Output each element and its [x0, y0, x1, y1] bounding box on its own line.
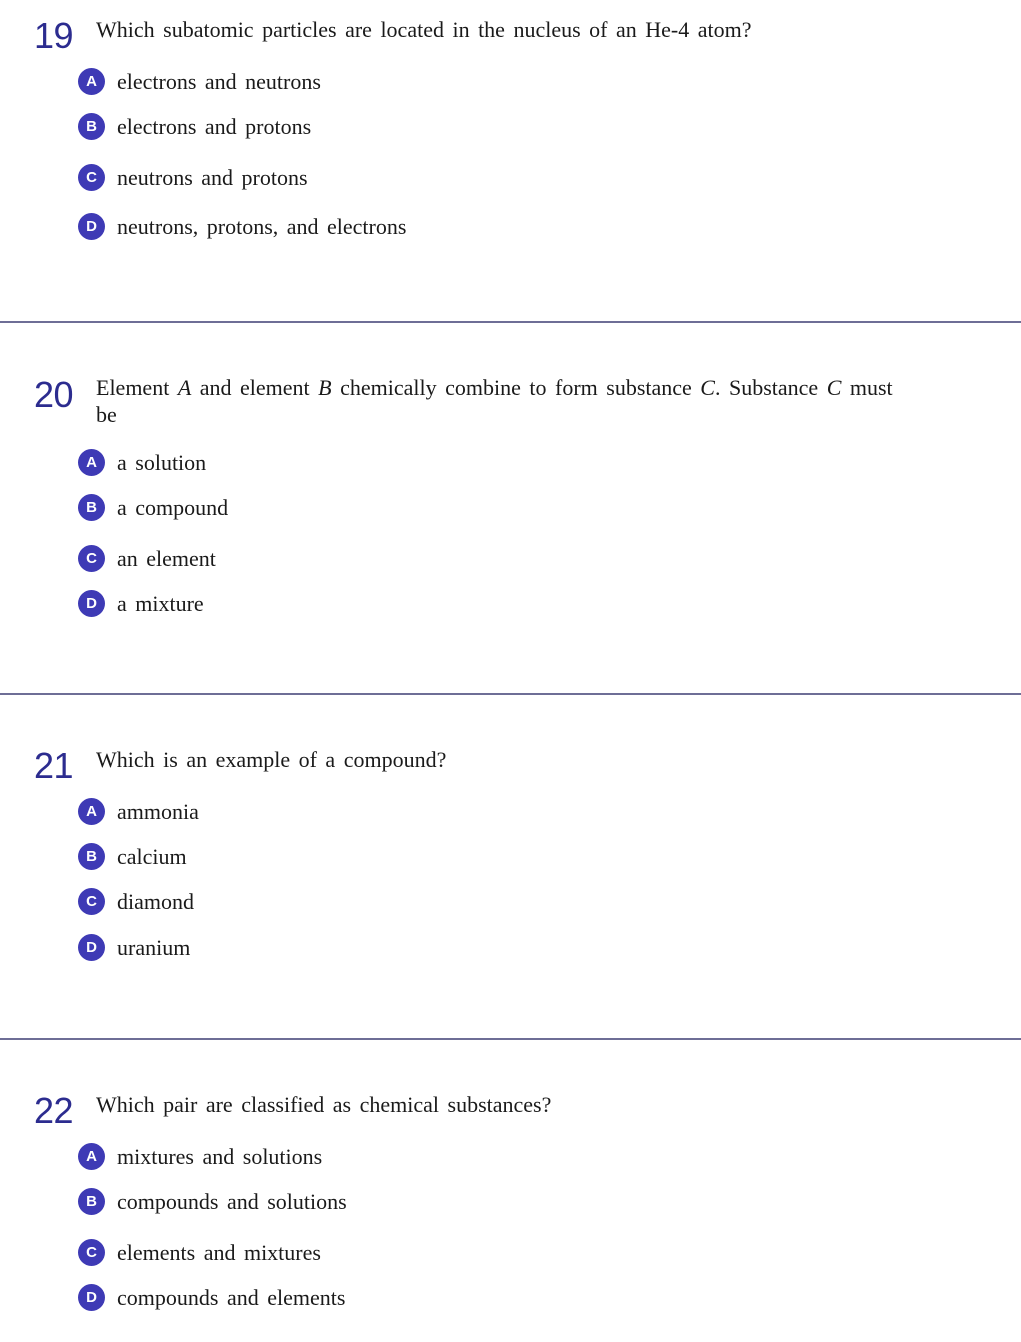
answer-option-c[interactable]: [78, 1237, 321, 1267]
answer-option-a[interactable]: [78, 1141, 322, 1171]
option-letter-badge: D: [78, 590, 105, 617]
option-text: compounds and elements: [117, 1284, 346, 1310]
option-text: a mixture: [117, 590, 204, 616]
option-text: electrons and protons: [117, 113, 312, 139]
question-number: 19: [34, 15, 74, 56]
answer-option-d[interactable]: [78, 1282, 345, 1312]
option-text: neutrons, protons, and electrons: [117, 213, 407, 239]
option-text: a compound: [117, 494, 229, 520]
answer-option-c[interactable]: [78, 543, 216, 573]
option-letter-badge: C: [78, 888, 105, 915]
option-text: ammonia: [117, 798, 199, 824]
answer-option-b[interactable]: [78, 841, 187, 871]
answer-option-a[interactable]: [78, 66, 321, 96]
option-text: a solution: [117, 449, 207, 475]
answer-option-a[interactable]: [78, 447, 206, 477]
question-number: 21: [34, 745, 74, 786]
option-letter-badge: A: [78, 449, 105, 476]
option-text: compounds and solutions: [117, 1188, 347, 1214]
question-stem: Which pair are classified as chemical substances?: [96, 1092, 552, 1117]
answer-option-d[interactable]: [78, 588, 204, 618]
answer-option-b[interactable]: [78, 1186, 347, 1216]
question-divider: [0, 1038, 1021, 1040]
question-divider: [0, 321, 1021, 323]
option-letter-badge: C: [78, 545, 105, 572]
question-stem: Which subatomic particles are located in the nucleus of an He-4 atom?: [96, 17, 752, 42]
option-text: uranium: [117, 934, 191, 960]
option-text: diamond: [117, 888, 194, 914]
option-letter-badge: A: [78, 1143, 105, 1170]
option-letter-badge: C: [78, 1239, 105, 1266]
option-letter-badge: D: [78, 934, 105, 961]
option-letter-badge: D: [78, 213, 105, 240]
question-stem: Element A and element B chemically combine to form substance C. Substance C must be: [96, 375, 893, 427]
option-letter-badge: D: [78, 1284, 105, 1311]
answer-option-a[interactable]: [78, 796, 199, 826]
option-letter-badge: A: [78, 798, 105, 825]
answer-option-b[interactable]: [78, 111, 311, 141]
option-letter-badge: C: [78, 164, 105, 191]
option-letter-badge: B: [78, 1188, 105, 1215]
option-letter-badge: B: [78, 113, 105, 140]
answer-option-d[interactable]: [78, 211, 406, 241]
answer-option-b[interactable]: [78, 492, 228, 522]
option-letter-badge: B: [78, 843, 105, 870]
answer-option-c[interactable]: [78, 886, 194, 916]
question-number: 22: [34, 1090, 74, 1131]
question-stem: Which is an example of a compound?: [96, 747, 447, 772]
option-letter-badge: B: [78, 494, 105, 521]
answer-option-d[interactable]: [78, 932, 190, 962]
question-number: 20: [34, 374, 74, 415]
option-text: an element: [117, 545, 216, 571]
answer-option-c[interactable]: [78, 162, 308, 192]
option-text: mixtures and solutions: [117, 1143, 323, 1169]
option-text: electrons and neutrons: [117, 68, 321, 94]
option-text: neutrons and protons: [117, 164, 308, 190]
option-text: calcium: [117, 843, 187, 869]
question-divider: [0, 693, 1021, 695]
option-letter-badge: A: [78, 68, 105, 95]
option-text: elements and mixtures: [117, 1239, 321, 1265]
